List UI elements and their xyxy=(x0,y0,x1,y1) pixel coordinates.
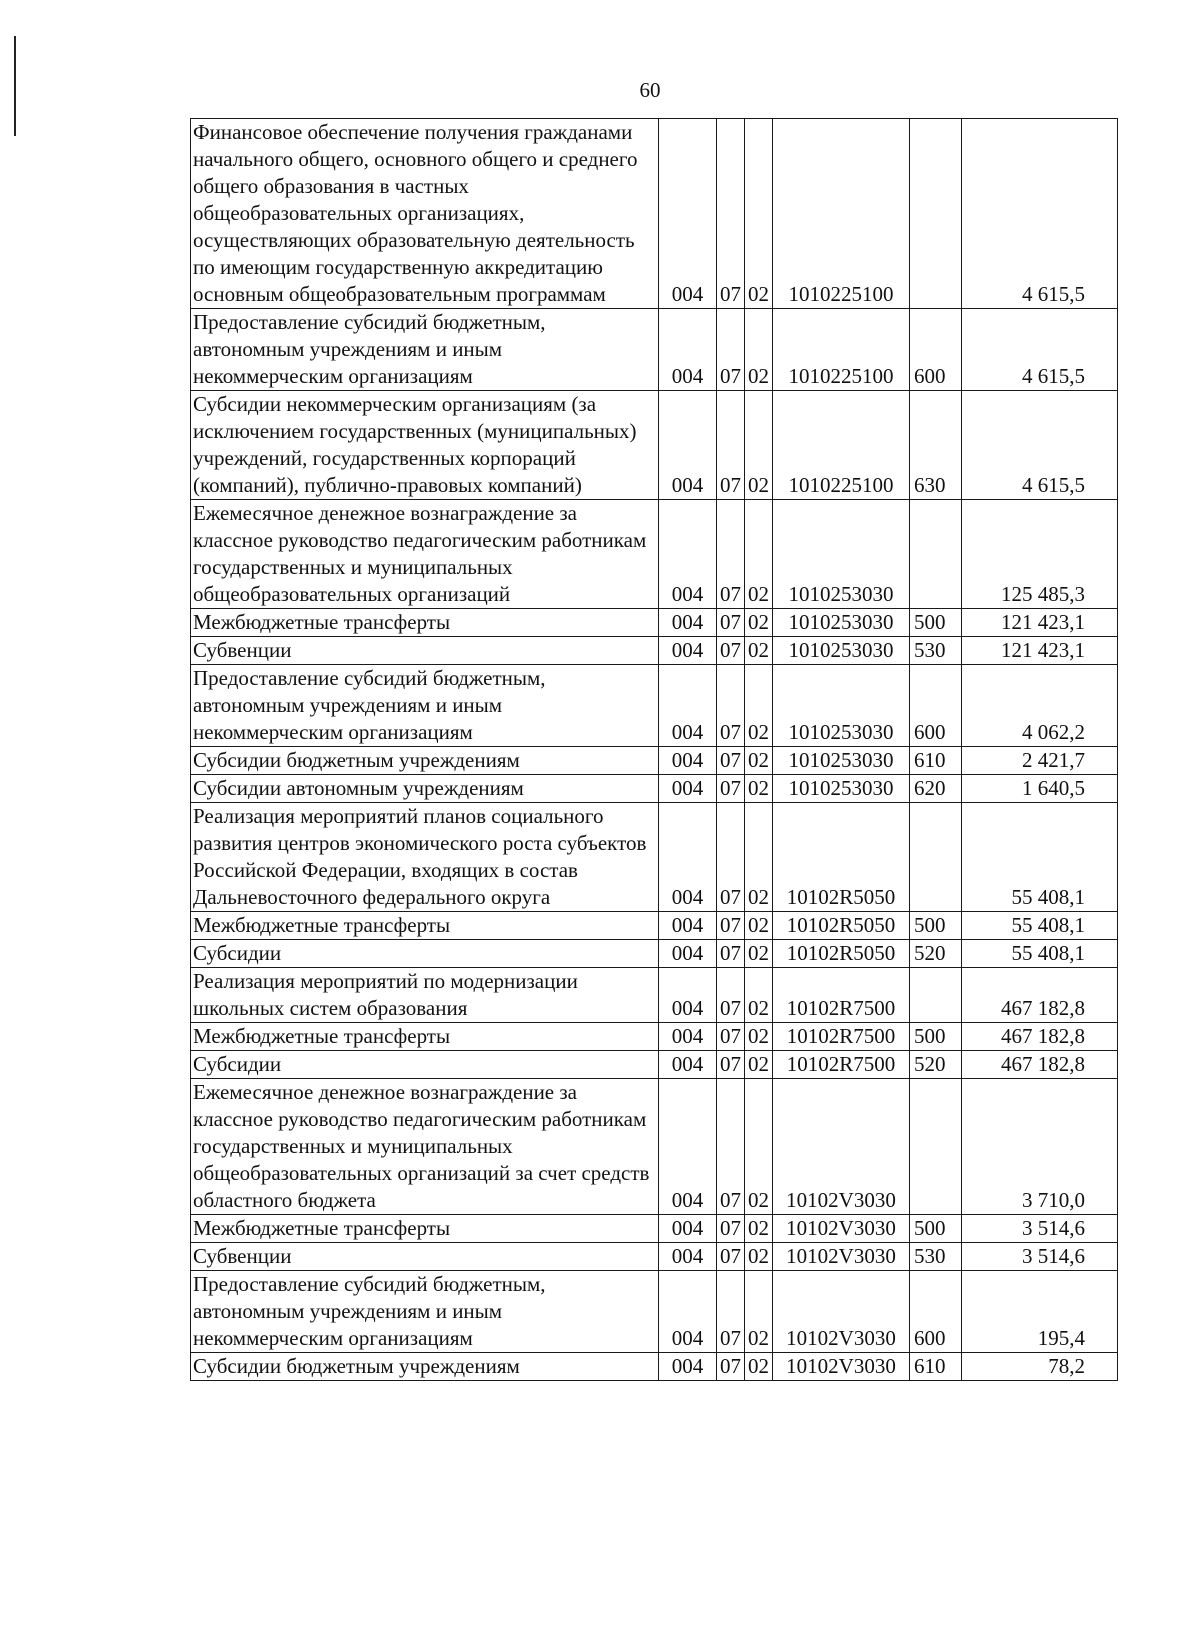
table-row xyxy=(191,637,1118,665)
table-row xyxy=(191,391,1118,500)
row-amount: 121 423,1 xyxy=(962,637,1118,665)
table-row xyxy=(191,775,1118,803)
table-row xyxy=(191,1079,1118,1215)
row-expense-type: 500 xyxy=(910,912,962,940)
row-code: 004 xyxy=(659,912,717,940)
row-subsection: 02 xyxy=(745,1353,773,1381)
row-subsection: 02 xyxy=(745,1051,773,1079)
table-row xyxy=(191,500,1118,609)
row-name: Ежемесячное денежное вознаграждение за классное руководство педагогическим работникам государственных и муниципальных общеобразовательных организаций за счет средств областного бюджета xyxy=(191,1079,659,1215)
row-article: 10102R5050 xyxy=(773,912,910,940)
row-amount: 4 615,5 xyxy=(962,309,1118,391)
row-code: 004 xyxy=(659,1271,717,1353)
row-section: 07 xyxy=(717,1023,745,1051)
row-code: 004 xyxy=(659,1051,717,1079)
row-article: 1010253030 xyxy=(773,637,910,665)
row-name: Предоставление субсидий бюджетным, автономным учреждениям и иным некоммерческим организациям xyxy=(191,1271,659,1353)
row-name: Межбюджетные трансферты xyxy=(191,609,659,637)
row-subsection: 02 xyxy=(745,1243,773,1271)
row-section: 07 xyxy=(717,803,745,912)
row-subsection: 02 xyxy=(745,968,773,1023)
row-section: 07 xyxy=(717,500,745,609)
row-expense-type: 530 xyxy=(910,637,962,665)
table-row xyxy=(191,309,1118,391)
row-amount: 3 514,6 xyxy=(962,1215,1118,1243)
row-article: 1010253030 xyxy=(773,747,910,775)
row-name: Субсидии бюджетным учреждениям xyxy=(191,1353,659,1381)
row-section: 07 xyxy=(717,1243,745,1271)
table-row xyxy=(191,609,1118,637)
row-subsection: 02 xyxy=(745,391,773,500)
row-amount: 125 485,3 xyxy=(962,500,1118,609)
row-name: Субсидии бюджетным учреждениям xyxy=(191,747,659,775)
row-article: 10102V3030 xyxy=(773,1353,910,1381)
row-code: 004 xyxy=(659,500,717,609)
row-subsection: 02 xyxy=(745,1271,773,1353)
row-article: 1010253030 xyxy=(773,609,910,637)
row-section: 07 xyxy=(717,775,745,803)
row-subsection: 02 xyxy=(745,775,773,803)
row-name: Субсидии xyxy=(191,1051,659,1079)
row-article: 10102V3030 xyxy=(773,1243,910,1271)
row-article: 1010225100 xyxy=(773,309,910,391)
row-amount: 121 423,1 xyxy=(962,609,1118,637)
row-code: 004 xyxy=(659,1079,717,1215)
row-section: 07 xyxy=(717,1215,745,1243)
row-article: 1010253030 xyxy=(773,665,910,747)
row-code: 004 xyxy=(659,637,717,665)
row-name: Субвенции xyxy=(191,1243,659,1271)
row-amount: 4 615,5 xyxy=(962,391,1118,500)
page-number: 60 xyxy=(639,78,661,102)
row-article: 1010225100 xyxy=(773,119,910,309)
row-section: 07 xyxy=(717,940,745,968)
row-section: 07 xyxy=(717,747,745,775)
row-subsection: 02 xyxy=(745,665,773,747)
row-article: 10102R7500 xyxy=(773,968,910,1023)
row-amount: 3 710,0 xyxy=(962,1079,1118,1215)
row-article: 10102R5050 xyxy=(773,940,910,968)
row-section: 07 xyxy=(717,609,745,637)
row-subsection: 02 xyxy=(745,1023,773,1051)
row-code: 004 xyxy=(659,775,717,803)
row-name: Межбюджетные трансферты xyxy=(191,1023,659,1051)
row-amount: 4 615,5 xyxy=(962,119,1118,309)
row-section: 07 xyxy=(717,1271,745,1353)
row-section: 07 xyxy=(717,1051,745,1079)
row-name: Субсидии некоммерческим организациям (за исключением государственных (муниципальных) учреждений, государственных корпораций (компаний), публично-правовых компаний) xyxy=(191,391,659,500)
row-article: 10102R7500 xyxy=(773,1051,910,1079)
row-expense-type: 500 xyxy=(910,1023,962,1051)
table-row xyxy=(191,747,1118,775)
row-code: 004 xyxy=(659,803,717,912)
row-article: 10102V3030 xyxy=(773,1079,910,1215)
row-amount: 467 182,8 xyxy=(962,968,1118,1023)
row-name: Субсидии xyxy=(191,940,659,968)
row-section: 07 xyxy=(717,968,745,1023)
row-code: 004 xyxy=(659,609,717,637)
row-subsection: 02 xyxy=(745,940,773,968)
row-subsection: 02 xyxy=(745,912,773,940)
row-expense-type xyxy=(910,968,962,1023)
row-expense-type: 630 xyxy=(910,391,962,500)
row-subsection: 02 xyxy=(745,609,773,637)
table-row xyxy=(191,803,1118,912)
row-article: 10102R5050 xyxy=(773,803,910,912)
row-expense-type: 600 xyxy=(910,665,962,747)
row-section: 07 xyxy=(717,1079,745,1215)
row-name: Предоставление субсидий бюджетным, автономным учреждениям и иным некоммерческим организациям xyxy=(191,309,659,391)
row-amount: 4 062,2 xyxy=(962,665,1118,747)
row-code: 004 xyxy=(659,391,717,500)
table-row xyxy=(191,1051,1118,1079)
row-expense-type: 520 xyxy=(910,940,962,968)
row-section: 07 xyxy=(717,637,745,665)
row-name: Субвенции xyxy=(191,637,659,665)
table-row xyxy=(191,940,1118,968)
row-expense-type xyxy=(910,803,962,912)
row-expense-type: 610 xyxy=(910,747,962,775)
row-name: Реализация мероприятий по модернизации школьных систем образования xyxy=(191,968,659,1023)
row-name: Предоставление субсидий бюджетным, автономным учреждениям и иным некоммерческим организациям xyxy=(191,665,659,747)
table-row xyxy=(191,665,1118,747)
table-row xyxy=(191,968,1118,1023)
table-row xyxy=(191,1243,1118,1271)
row-code: 004 xyxy=(659,1353,717,1381)
row-article: 10102R7500 xyxy=(773,1023,910,1051)
row-code: 004 xyxy=(659,1023,717,1051)
row-subsection: 02 xyxy=(745,803,773,912)
row-amount: 3 514,6 xyxy=(962,1243,1118,1271)
table-row xyxy=(191,1023,1118,1051)
row-subsection: 02 xyxy=(745,747,773,775)
row-code: 004 xyxy=(659,309,717,391)
row-expense-type xyxy=(910,119,962,309)
row-expense-type xyxy=(910,500,962,609)
row-code: 004 xyxy=(659,747,717,775)
row-section: 07 xyxy=(717,309,745,391)
table-row xyxy=(191,1353,1118,1381)
row-name: Межбюджетные трансферты xyxy=(191,912,659,940)
row-amount: 467 182,8 xyxy=(962,1023,1118,1051)
row-article: 10102V3030 xyxy=(773,1215,910,1243)
row-name: Субсидии автономным учреждениям xyxy=(191,775,659,803)
row-subsection: 02 xyxy=(745,119,773,309)
row-expense-type: 520 xyxy=(910,1051,962,1079)
row-section: 07 xyxy=(717,119,745,309)
row-amount: 55 408,1 xyxy=(962,912,1118,940)
row-name: Ежемесячное денежное вознаграждение за классное руководство педагогическим работникам государственных и муниципальных общеобразовательных организаций xyxy=(191,500,659,609)
row-amount: 55 408,1 xyxy=(962,940,1118,968)
table-row xyxy=(191,912,1118,940)
row-expense-type: 500 xyxy=(910,609,962,637)
row-article: 1010253030 xyxy=(773,775,910,803)
row-article: 1010225100 xyxy=(773,391,910,500)
row-subsection: 02 xyxy=(745,309,773,391)
table-row xyxy=(191,119,1118,309)
row-expense-type: 500 xyxy=(910,1215,962,1243)
row-subsection: 02 xyxy=(745,500,773,609)
budget-table xyxy=(190,118,1118,1381)
row-code: 004 xyxy=(659,1243,717,1271)
row-expense-type xyxy=(910,1079,962,1215)
row-amount: 78,2 xyxy=(962,1353,1118,1381)
table-row xyxy=(191,1271,1118,1353)
row-amount: 467 182,8 xyxy=(962,1051,1118,1079)
row-code: 004 xyxy=(659,665,717,747)
row-expense-type: 610 xyxy=(910,1353,962,1381)
row-amount: 195,4 xyxy=(962,1271,1118,1353)
row-name: Межбюджетные трансферты xyxy=(191,1215,659,1243)
row-code: 004 xyxy=(659,968,717,1023)
row-amount: 2 421,7 xyxy=(962,747,1118,775)
row-subsection: 02 xyxy=(745,1079,773,1215)
row-code: 004 xyxy=(659,119,717,309)
row-article: 1010253030 xyxy=(773,500,910,609)
row-section: 07 xyxy=(717,391,745,500)
row-section: 07 xyxy=(717,1353,745,1381)
row-subsection: 02 xyxy=(745,1215,773,1243)
row-section: 07 xyxy=(717,912,745,940)
row-expense-type: 620 xyxy=(910,775,962,803)
row-subsection: 02 xyxy=(745,637,773,665)
row-section: 07 xyxy=(717,665,745,747)
row-article: 10102V3030 xyxy=(773,1271,910,1353)
row-code: 004 xyxy=(659,940,717,968)
row-expense-type: 600 xyxy=(910,1271,962,1353)
row-code: 004 xyxy=(659,1215,717,1243)
row-amount: 1 640,5 xyxy=(962,775,1118,803)
row-amount: 55 408,1 xyxy=(962,803,1118,912)
table-row xyxy=(191,1215,1118,1243)
budget-table-body xyxy=(191,119,1118,1381)
row-expense-type: 530 xyxy=(910,1243,962,1271)
row-expense-type: 600 xyxy=(910,309,962,391)
row-name: Финансовое обеспечение получения гражданами начального общего, основного общего и среднего общего образования в частных общеобразовательных организациях, осуществляющих образовательную деятельность по имеющим государственную аккредитацию основным общеобразовательным программам xyxy=(191,119,659,309)
row-name: Реализация мероприятий планов социального развития центров экономического роста субъектов Российской Федерации, входящих в состав Дальневосточного федерального округа xyxy=(191,803,659,912)
